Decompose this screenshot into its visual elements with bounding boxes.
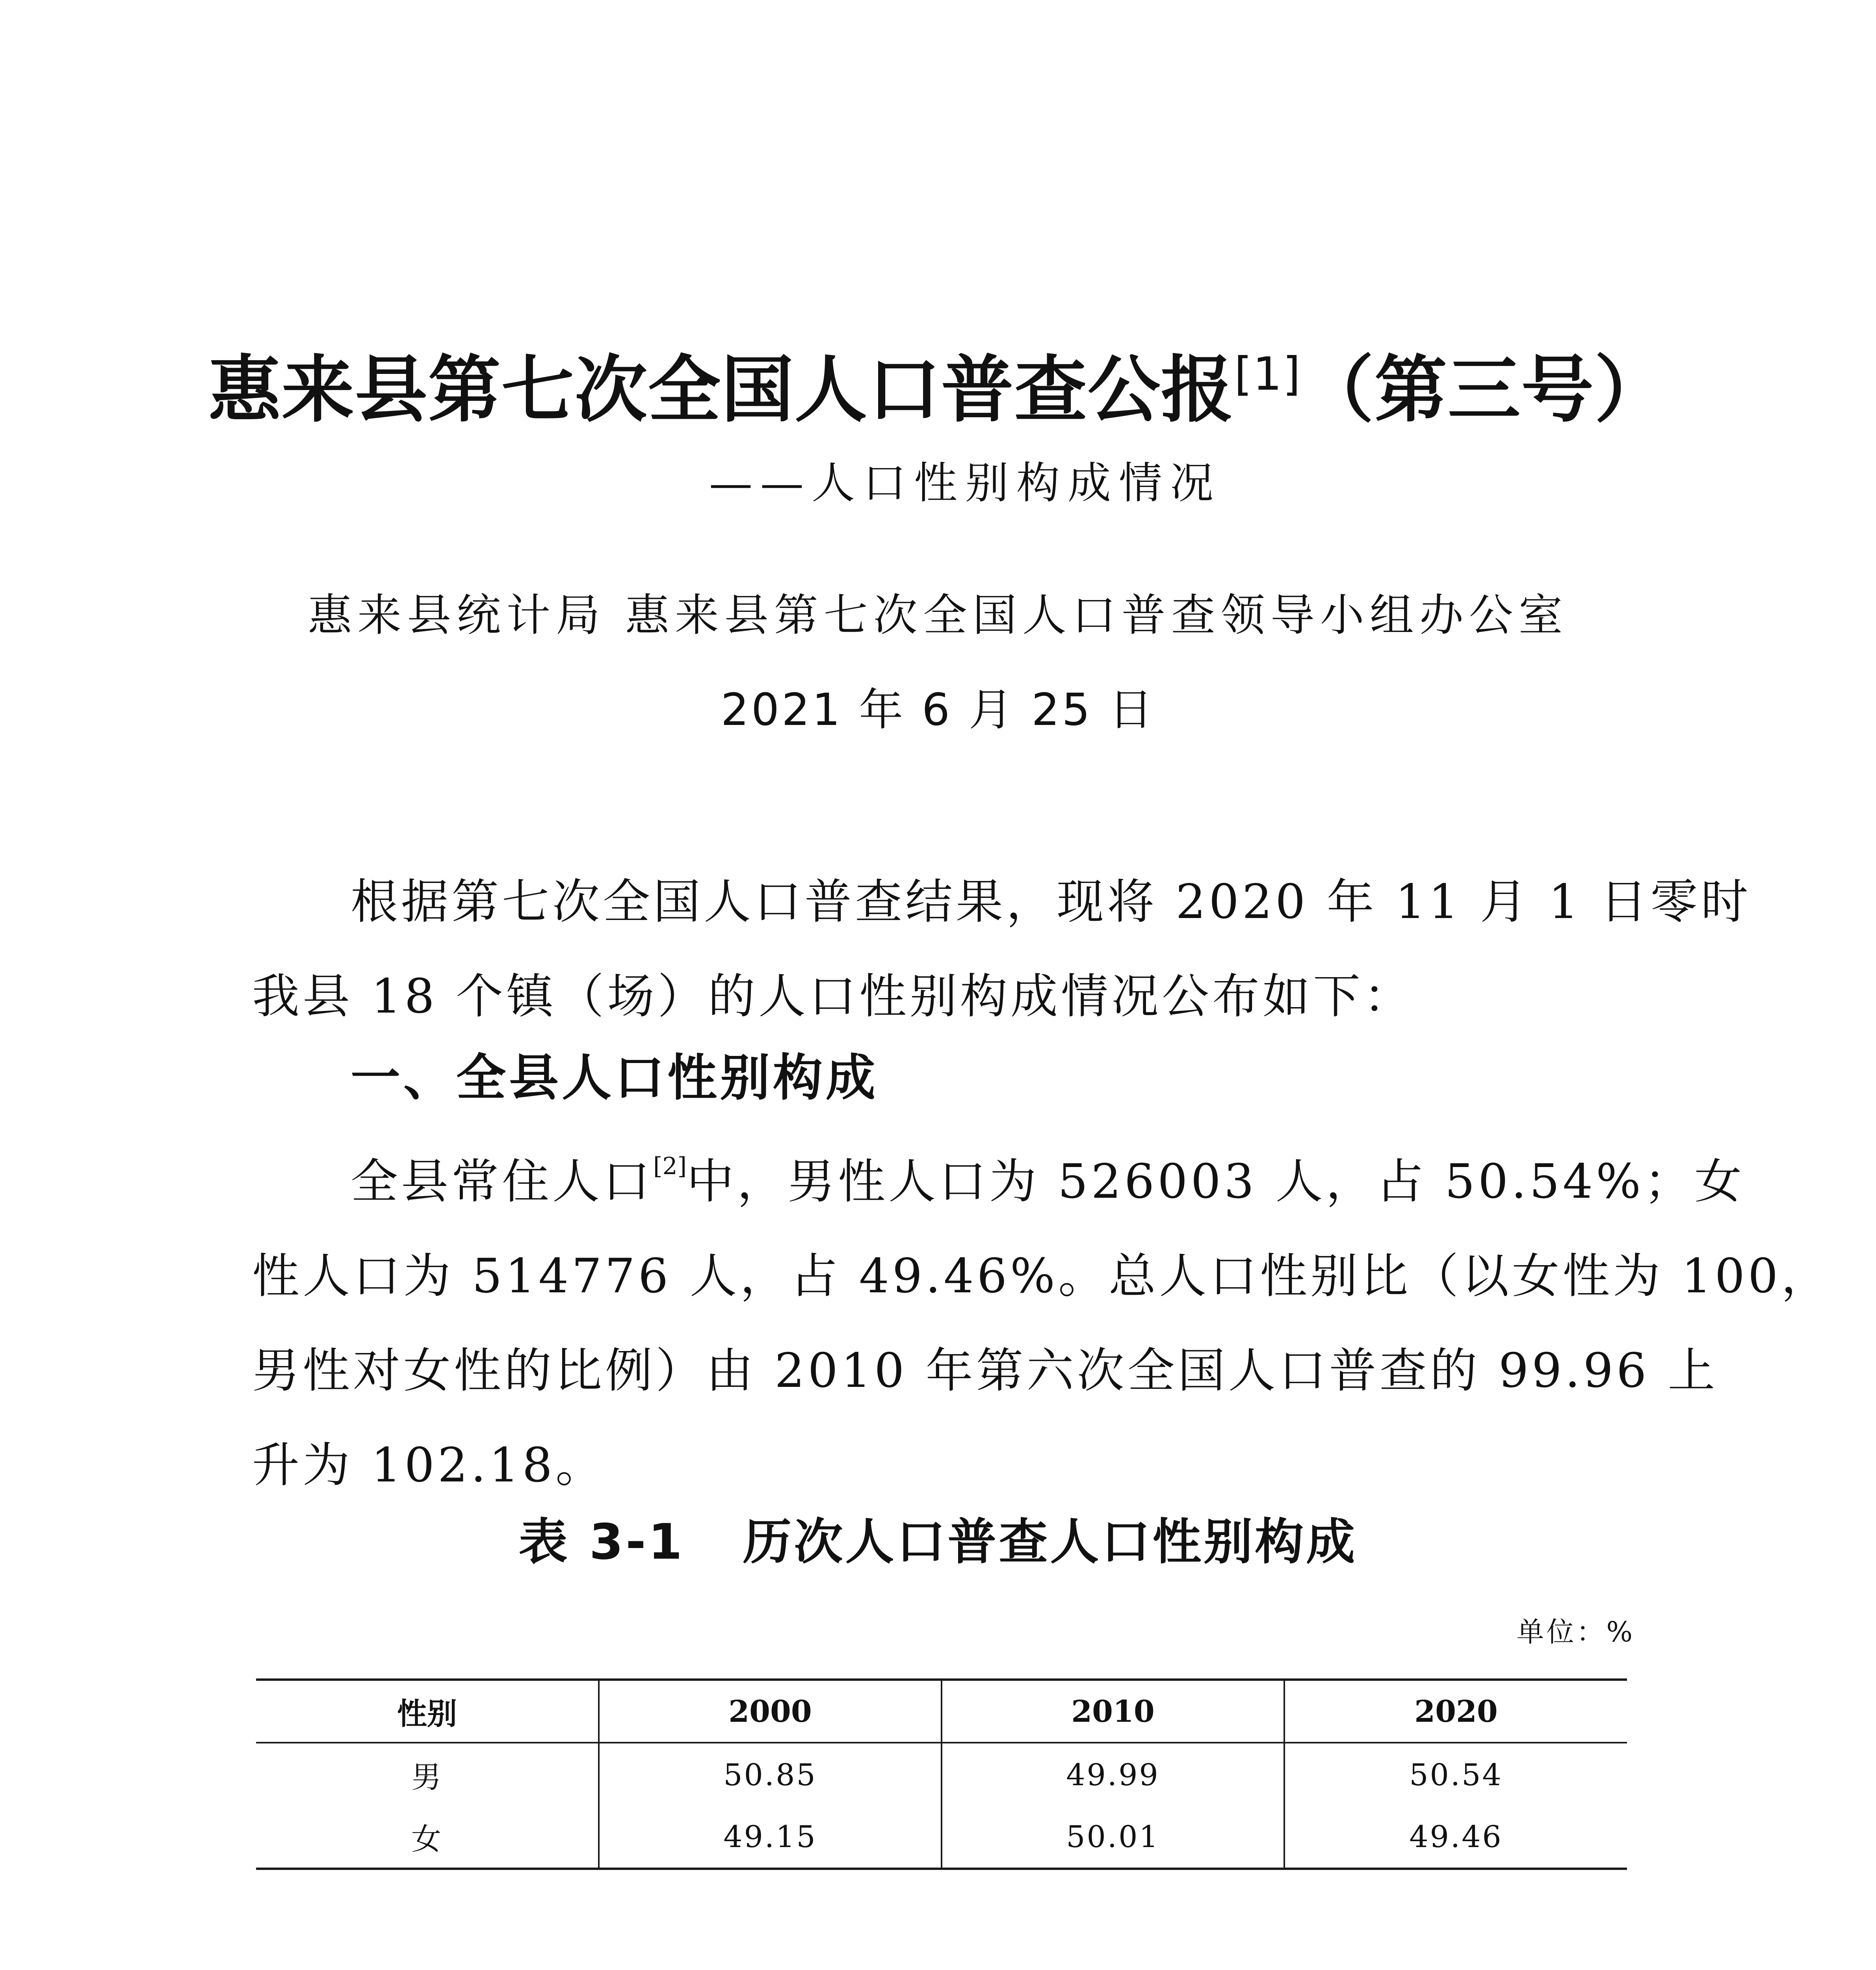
table-cell: 49.99 <box>942 1743 1284 1806</box>
table-row-female <box>256 1806 1627 1869</box>
title-main: 惠来县第七次全国人口普查公报 <box>208 348 1234 432</box>
column-header-sex: 性别 <box>256 1680 599 1743</box>
table-cell: 50.01 <box>942 1806 1284 1869</box>
table-header-row <box>256 1680 1627 1743</box>
table-row-male <box>256 1743 1627 1806</box>
column-header-2020: 2020 <box>1284 1680 1627 1743</box>
section1-line1-start: 全县常住人口 <box>351 1154 653 1209</box>
title-issue: （第三号） <box>1301 348 1668 432</box>
issuers: 惠来县统计局 惠来县第七次全国人口普查领导小组办公室 <box>308 590 1568 641</box>
section1-line1-end: 中，男性人口为 526003 人，占 50.54%；女 <box>687 1154 1745 1209</box>
intro-line: 我县 18 个镇（场）的人口性别构成情况公布如下： <box>252 969 1414 1024</box>
intro-line: 根据第七次全国人口普查结果，现将 2020 年 11 月 1 日零时 <box>351 875 1752 929</box>
column-header-2000: 2000 <box>599 1680 942 1743</box>
table-unit: 单位：% <box>1516 1616 1635 1648</box>
section1-line: 升为 102.18。 <box>252 1438 606 1493</box>
section1-line: 男性对女性的比例）由 2010 年第六次全国人口普查的 99.96 上 <box>252 1344 1718 1398</box>
table-cell: 49.46 <box>1284 1806 1627 1869</box>
footnote-ref[interactable]: [2] <box>653 1152 687 1180</box>
section1-paragraph <box>252 1135 1832 1513</box>
publication-date: 2021 年 6 月 25 日 <box>721 684 1155 736</box>
table-cell: 男 <box>411 1759 443 1795</box>
intro-paragraph <box>252 855 1752 1044</box>
table-cell: 女 <box>256 1806 599 1869</box>
sex-composition-table <box>256 1678 1627 1870</box>
section1-line <box>252 1135 1745 1229</box>
subtitle: ——人口性别构成情况 <box>709 458 1221 508</box>
page-title <box>0 347 1876 434</box>
section1-line: 性人口为 514776 人，占 49.46%。总人口性别比（以女性为 100， <box>252 1249 1832 1304</box>
title-footnote-ref[interactable]: [1] <box>1234 348 1302 401</box>
table-cell: 50.54 <box>1284 1743 1627 1806</box>
table-title: 表 3-1 历次人口普查人口性别构成 <box>518 1514 1358 1570</box>
section1-heading: 一、全县人口性别构成 <box>351 1049 879 1107</box>
table-cell: 49.15 <box>599 1806 942 1869</box>
column-header-2010: 2010 <box>942 1680 1284 1743</box>
table-cell: 50.85 <box>599 1743 942 1806</box>
